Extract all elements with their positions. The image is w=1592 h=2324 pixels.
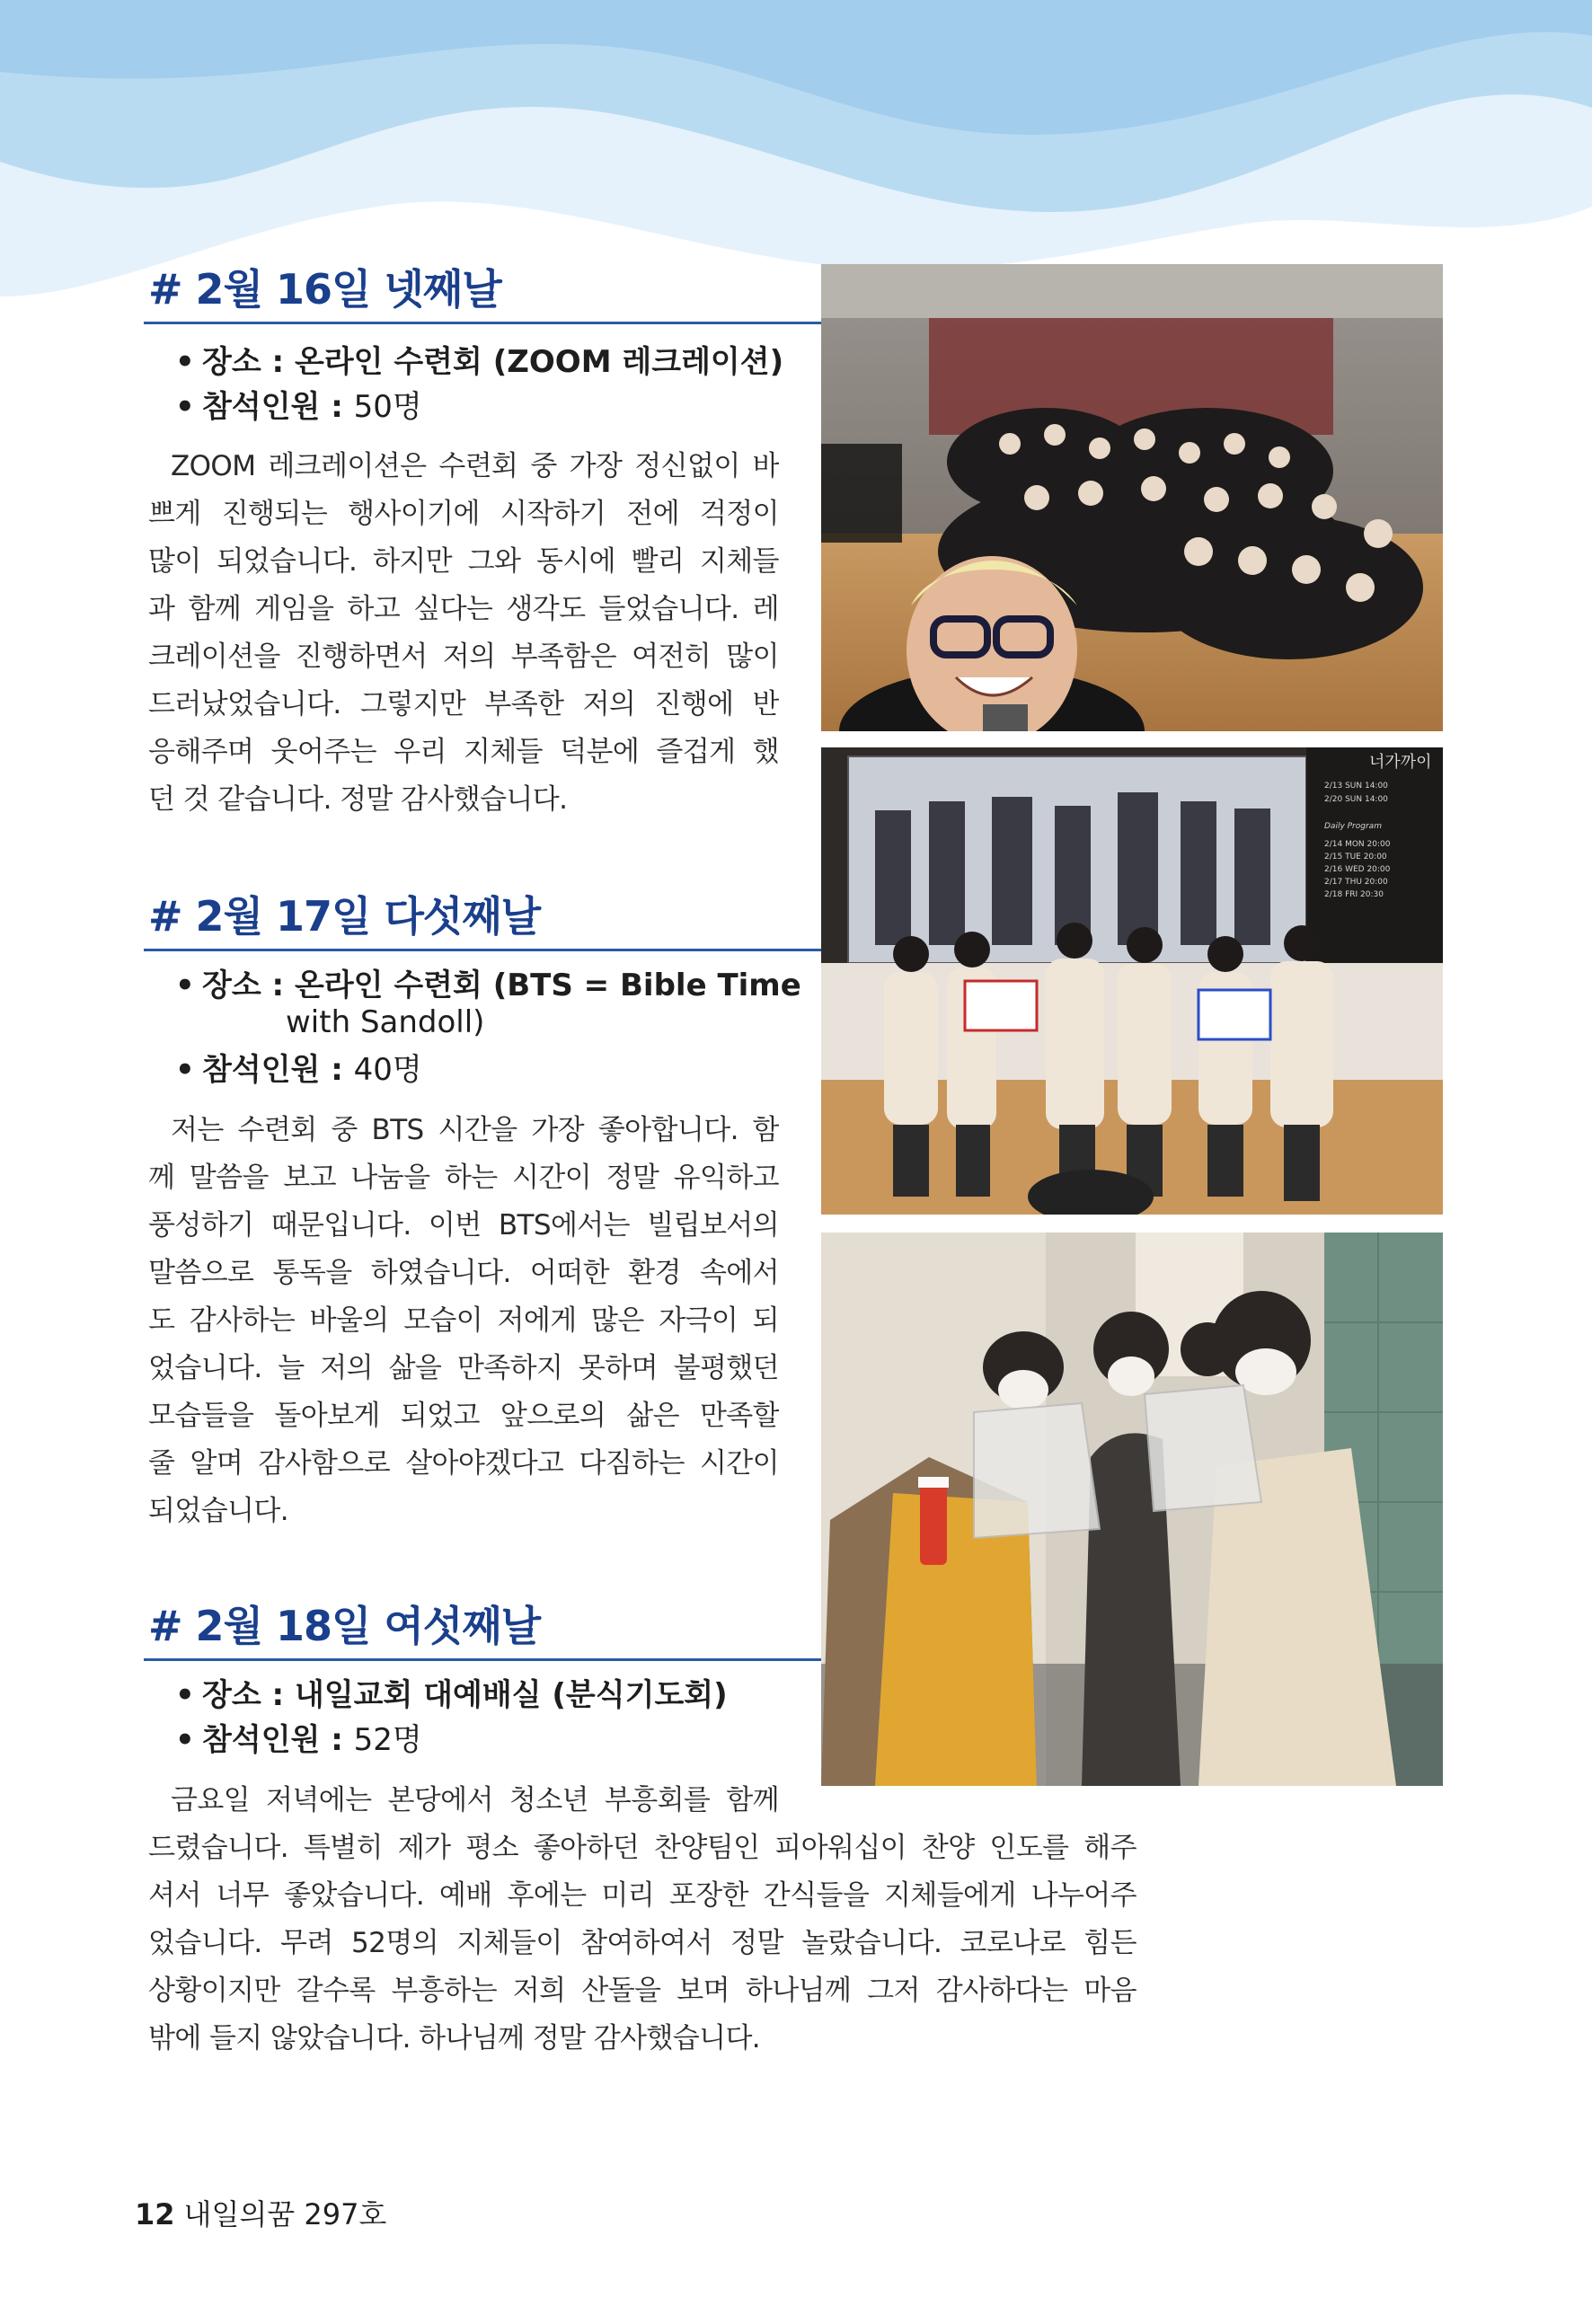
screen-text-line: 2/17 THU 20:00 [1324, 878, 1388, 887]
paragraph-line: 금요일 저녁에는 본당에서 청소년 부흥회를 함께 [171, 1784, 779, 1816]
paragraph [148, 1777, 1137, 2063]
place-line: • 장소 : 내일교회 대예배실 (분식기도회) [175, 1677, 728, 1713]
section-heading: # 2월 17일 다섯째날 [148, 892, 541, 941]
screen-text-line: 2/13 SUN 14:00 [1324, 782, 1388, 791]
heading-rule [144, 949, 822, 951]
attendance-label: 참석인원 : [202, 389, 343, 425]
paragraph-line: 쁘게 진행되는 행사이기에 시작하기 전에 걱정이 [148, 498, 779, 530]
screen-title: 너가까이 [1369, 753, 1432, 772]
photo-stage-awards [821, 747, 1443, 1215]
attendance-value: 50명 [353, 389, 422, 425]
place-label: 장소 : [202, 968, 285, 1003]
place-value: 온라인 수련회 (ZOOM 레크레이션) [294, 344, 784, 380]
paragraph-line: 모습들을 돌아보게 되었고 앞으로의 삶은 만족할 [148, 1400, 779, 1432]
screen-text-line: 2/18 FRI 20:30 [1324, 890, 1384, 899]
attendance-line: • 참석인원 : 40명 [175, 1052, 422, 1088]
place-label: 장소 : [202, 344, 285, 380]
screen-text-line: 2/20 SUN 14:00 [1324, 795, 1388, 804]
photo-snack-bags [821, 1233, 1443, 1786]
paragraph-line: 었습니다. 늘 저의 삶을 만족하지 못하며 불평했던 [148, 1352, 779, 1384]
screen-text-line: 2/14 MON 20:00 [1324, 840, 1391, 849]
paragraph-line: 많이 되었습니다. 하지만 그와 동시에 빨리 지체들 [148, 545, 779, 578]
paragraph-line: 었습니다. 무려 52명의 지체들이 참여하여서 정말 놀랐습니다. 코로나로 힘든 [148, 1927, 1137, 1959]
attendance-line: • 참석인원 : 50명 [175, 389, 422, 425]
screen-text-line: Daily Program [1324, 822, 1382, 831]
paragraph-line: 도 감사하는 바울의 모습이 저에게 많은 자극이 되 [148, 1304, 779, 1337]
screen-text-line: 2/15 TUE 20:00 [1324, 853, 1387, 862]
paragraph-line: 저는 수련회 중 BTS 시간을 가장 좋아합니다. 함 [171, 1114, 779, 1146]
paragraph-line: 되었습니다. [148, 1495, 288, 1527]
paragraph-line: 풍성하기 때문입니다. 이번 BTS에서는 빌립보서의 [148, 1209, 779, 1242]
paragraph-line: 줄 알며 감사함으로 살아야겠다고 다짐하는 시간이 [148, 1447, 779, 1480]
place-value-continued: with Sandoll) [286, 1004, 485, 1040]
heading-rule [144, 1658, 822, 1661]
attendance-line: • 참석인원 : 52명 [175, 1722, 422, 1758]
paragraph-line: 상황이지만 갈수록 부흥하는 저희 산돌을 보며 하나님께 그저 감사하다는 마음 [148, 1975, 1137, 2007]
paragraph-line: 드러났었습니다. 그렇지만 부족한 저의 진행에 반 [148, 688, 779, 720]
place-label: 장소 : [202, 1677, 285, 1713]
paragraph-line: 셔서 너무 좋았습니다. 예배 후에는 미리 포장한 간식들을 지체들에게 나누어주 [148, 1879, 1137, 1912]
paragraph-line: 과 함께 게임을 하고 싶다는 생각도 들었습니다. 레 [148, 593, 779, 625]
screen-text-line: 2/16 WED 20:00 [1324, 865, 1391, 874]
attendance-value: 52명 [353, 1722, 422, 1758]
attendance-label: 참석인원 : [202, 1722, 343, 1758]
page-footer [135, 2192, 386, 2233]
photo-auditorium-group-selfie [821, 264, 1443, 731]
paragraph [148, 1107, 779, 1535]
paragraph-line: 말씀으로 통독을 하였습니다. 어떠한 환경 속에서 [148, 1257, 779, 1289]
paragraph-line: 던 것 같습니다. 정말 감사했습니다. [148, 783, 568, 816]
paragraph-line: 드렸습니다. 특별히 제가 평소 좋아하던 찬양팀인 피아워십이 찬양 인도를 해주 [148, 1832, 1137, 1864]
place-line: • 장소 : 온라인 수련회 (BTS = Bible Time [175, 968, 801, 1003]
page-number: 12 [135, 2197, 175, 2231]
place-value: 온라인 수련회 (BTS = Bible Time [294, 968, 801, 1003]
section-heading: # 2월 16일 넷째날 [148, 265, 501, 314]
attendance-label: 참석인원 : [202, 1052, 343, 1088]
place-value: 내일교회 대예배실 (분식기도회) [294, 1677, 728, 1713]
paragraph-line: 께 말씀을 보고 나눔을 하는 시간이 정말 유익하고 [148, 1162, 779, 1194]
place-line: • 장소 : 온라인 수련회 (ZOOM 레크레이션) [175, 344, 784, 380]
paragraph-line: 밖에 들지 않았습니다. 하나님께 정말 감사했습니다. [148, 2022, 761, 2054]
heading-rule [144, 322, 822, 324]
paragraph-line: 응해주며 웃어주는 우리 지체들 덕분에 즐겁게 했 [148, 736, 779, 768]
paragraph [148, 443, 779, 824]
section-heading: # 2월 18일 여섯째날 [148, 1602, 541, 1650]
paragraph-line: ZOOM 레크레이션은 수련회 중 가장 정신없이 바 [171, 450, 779, 482]
paragraph-line: 크레이션을 진행하면서 저의 부족함은 여전히 많이 [148, 641, 779, 673]
attendance-value: 40명 [353, 1052, 422, 1088]
publication-name: 내일의꿈 297호 [183, 2197, 387, 2231]
